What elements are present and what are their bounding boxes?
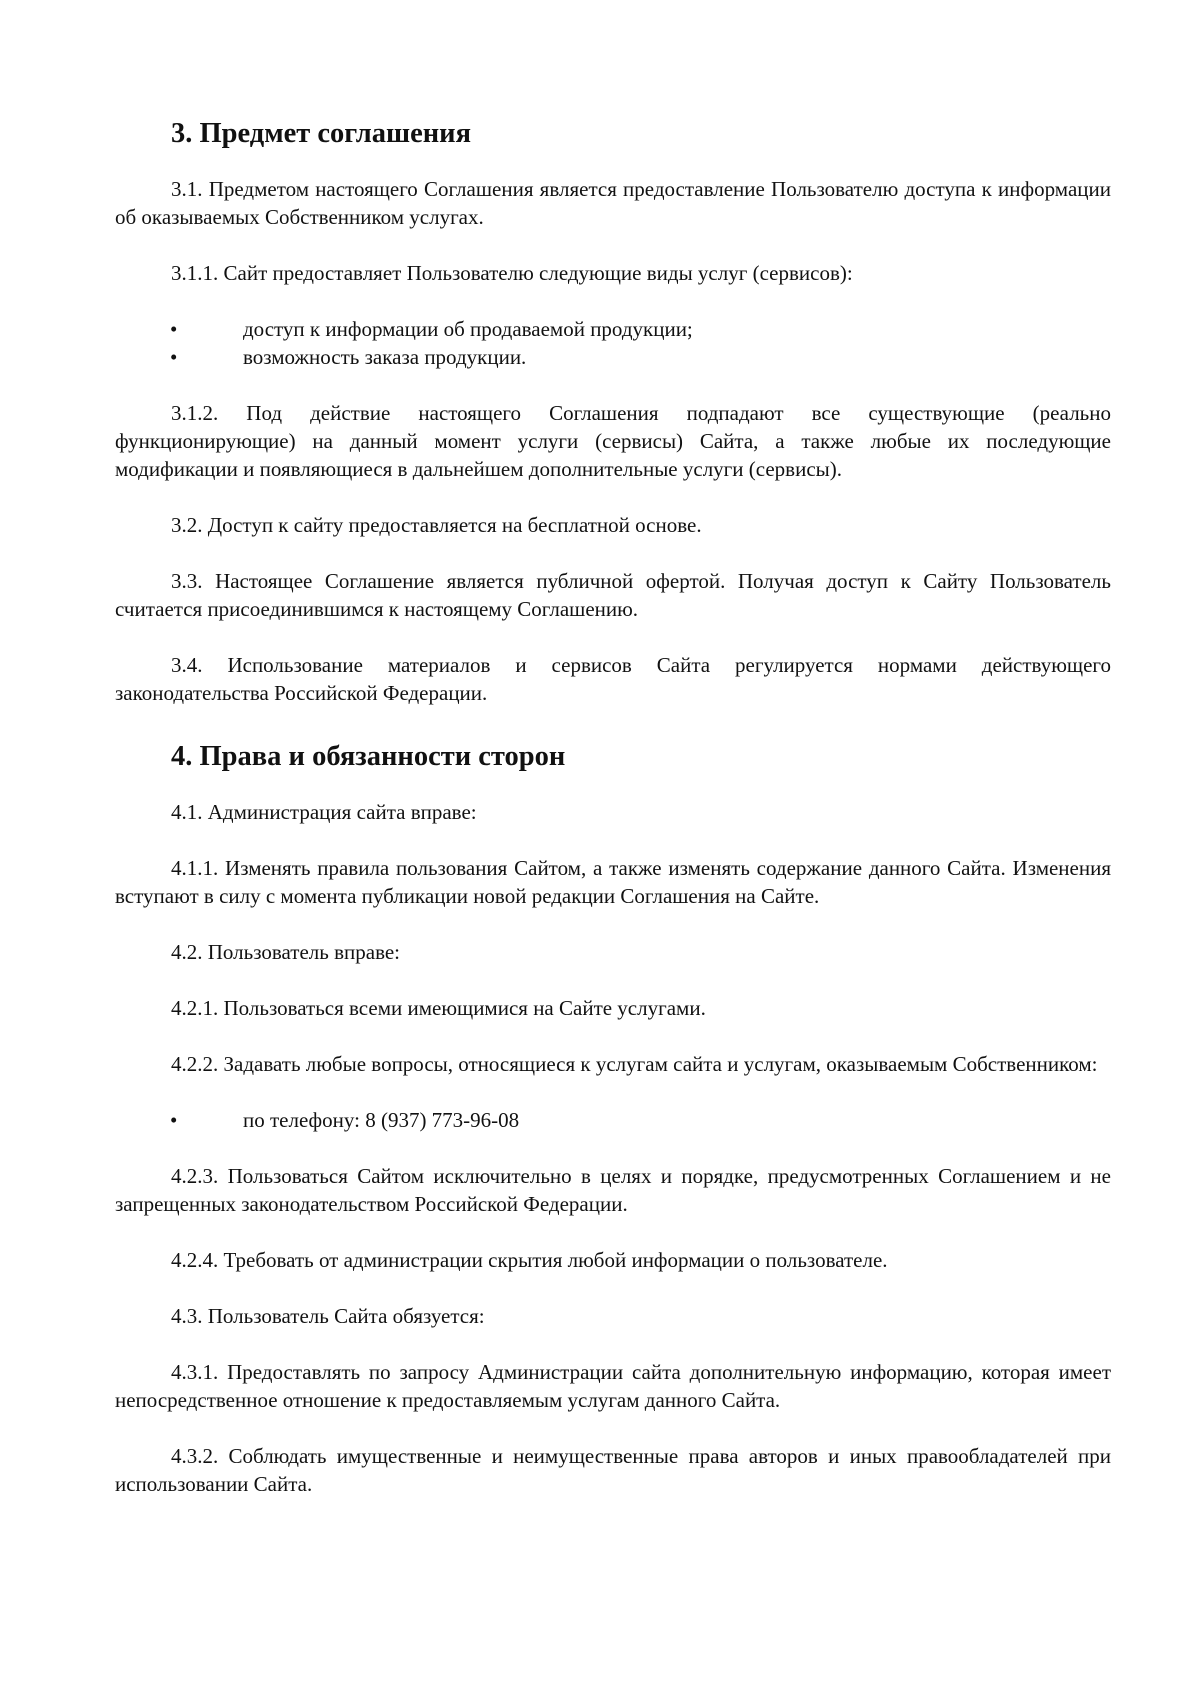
clause-3-4: 3.4. Использование материалов и сервисов Сайта регулируется нормами действующего законодательства Российской Федерации. xyxy=(115,653,1111,705)
clause-4-3-2: 4.3.2. Соблюдать имущественные и неимущественные права авторов и иных правообладателей при использовании Сайта. xyxy=(115,1444,1111,1496)
list-item-text: доступ к информации об продаваемой продукции; xyxy=(243,317,693,341)
clause-4-1-1: 4.1.1. Изменять правила пользования Сайтом, а также изменять содержание данного Сайта. Изменения вступают в силу с момента публикации новой редакции Соглашения на Сайте. xyxy=(115,856,1111,908)
bullet-icon: • xyxy=(170,317,178,341)
bullet-icon: • xyxy=(170,1108,178,1132)
document-content xyxy=(115,112,1111,1498)
clause-4-2-3: 4.2.3. Пользоваться Сайтом исключительно в целях и порядке, предусмотренных Соглашением и не запрещенных законодательством Российской Федерации. xyxy=(115,1164,1111,1216)
phone-contact: по телефону: 8 (937) 773-96-08 xyxy=(243,1108,520,1132)
list-item-text: возможность заказа продукции. xyxy=(243,345,527,369)
clause-4-2-1: 4.2.1. Пользоваться всеми имеющимися на Сайте услугами. xyxy=(171,996,706,1020)
clause-4-2: 4.2. Пользователь вправе: xyxy=(171,940,401,964)
list-item xyxy=(115,315,1111,343)
clause-3-2: 3.2. Доступ к сайту предоставляется на бесплатной основе. xyxy=(171,513,702,537)
clause-3-1: 3.1. Предметом настоящего Соглашения является предоставление Пользователю доступа к информации об оказываемых Собственником услугах. xyxy=(115,177,1111,229)
clause-4-3-1: 4.3.1. Предоставлять по запросу Администрации сайта дополнительную информацию, которая имеет непосредственное отношение к предоставляемым услугам данного Сайта. xyxy=(115,1360,1111,1412)
clause-3-1-1: 3.1.1. Сайт предоставляет Пользователю следующие виды услуг (сервисов): xyxy=(171,261,853,285)
section-4-heading: 4. Права и обязанности сторон xyxy=(171,741,566,772)
clause-3-1-2: 3.1.2. Под действие настоящего Соглашения подпадают все существующие (реально функционирующие) на данный момент услуги (сервисы) Сайта, а также любые их последующие модификации и появляющиеся в дальнейшем дополнительные услуги (сервисы). xyxy=(115,401,1111,481)
list-item xyxy=(115,1106,1111,1134)
clause-4-3: 4.3. Пользователь Сайта обязуется: xyxy=(171,1304,485,1328)
section-3-heading: 3. Предмет соглашения xyxy=(171,118,472,149)
list-item xyxy=(115,343,1111,371)
services-list xyxy=(115,315,1111,371)
clause-4-2-2: 4.2.2. Задавать любые вопросы, относящиеся к услугам сайта и услугам, оказываемым Собственником: xyxy=(171,1052,1098,1076)
clause-4-1: 4.1. Администрация сайта вправе: xyxy=(171,800,477,824)
clause-4-2-4: 4.2.4. Требовать от администрации скрытия любой информации о пользователе. xyxy=(171,1248,888,1272)
contact-list xyxy=(115,1106,1111,1134)
bullet-icon: • xyxy=(170,345,178,369)
clause-3-3: 3.3. Настоящее Соглашение является публичной офертой. Получая доступ к Сайту Пользователь считается присоединившимся к настоящему Соглашению. xyxy=(115,569,1111,621)
